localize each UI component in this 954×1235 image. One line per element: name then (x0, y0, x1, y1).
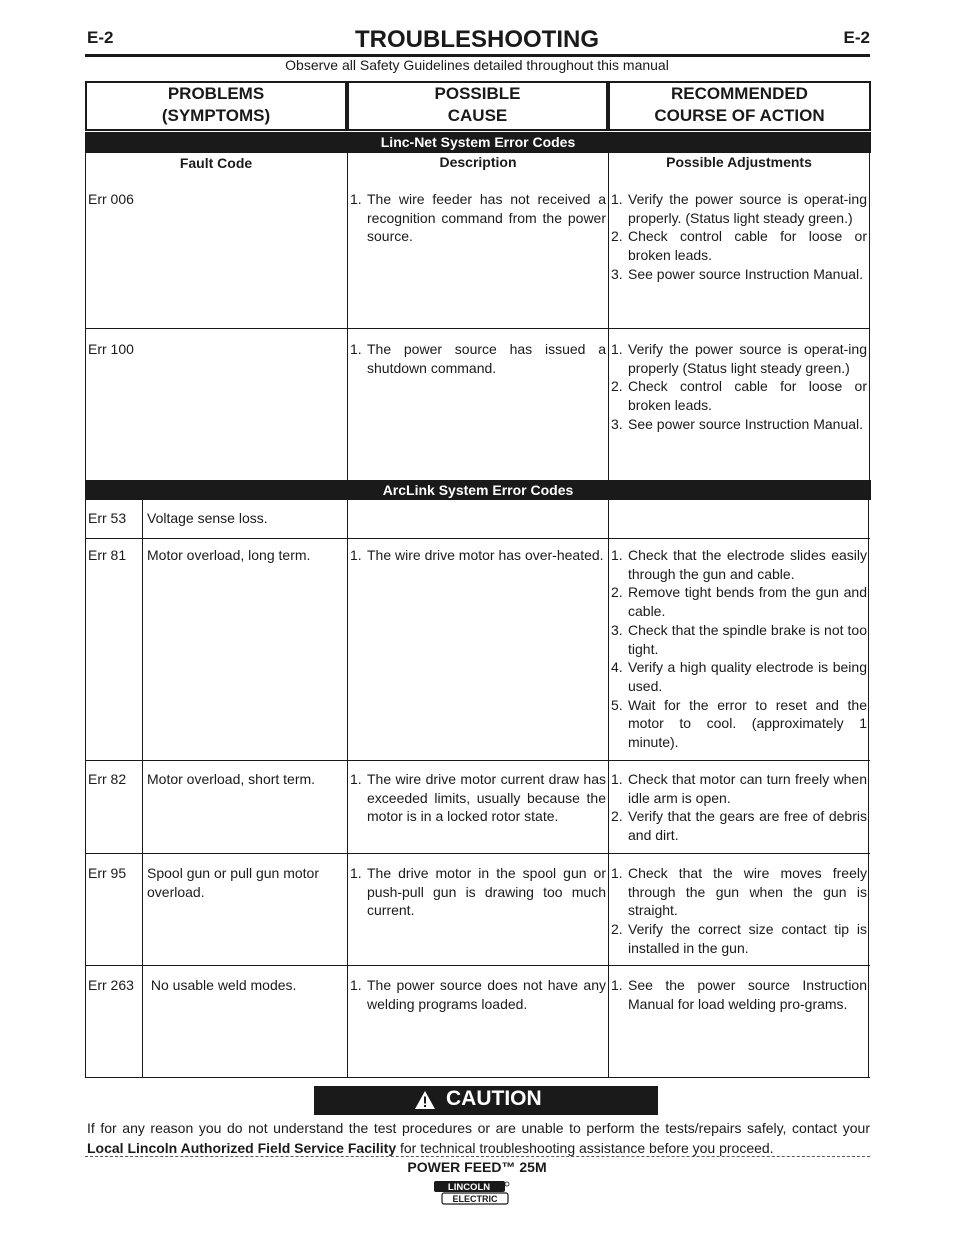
grid-line (85, 538, 870, 539)
list-item: 1. The power source does not have any welding programs loaded. (350, 977, 606, 1012)
cause-cell (350, 340, 606, 377)
fault-code: Err 006 (88, 191, 134, 207)
cause-cell (350, 770, 606, 826)
list-item: 1. The drive motor in the spool gun or push-pull gun is drawing too much current. (350, 865, 606, 919)
grid-line (85, 760, 870, 761)
note-lead: If for any reason you do not understand the test procedures or are unable to perform the tests/repairs safely, contact your (87, 1120, 870, 1136)
note-bold: Local Lincoln Authorized Field Service Facility (87, 1140, 397, 1156)
grid-line (608, 153, 609, 480)
page-number-right: E-2 (843, 28, 870, 47)
subheader-fault-code: Fault Code (179, 155, 253, 171)
list-item: 1. The power source has issued a shutdown command. (350, 341, 606, 376)
page-number-left: E-2 (87, 28, 114, 47)
list-item: 4. Verify a high quality electrode is being used. (611, 659, 867, 694)
symptom-cell: Motor overload, long term. (147, 547, 311, 563)
header-action (608, 81, 871, 131)
grid-line (85, 1077, 870, 1078)
list-item: 1. Check that motor can turn freely when idle arm is open. (611, 771, 867, 806)
list-item: 1. Verify the power source is operat-ing properly (Status light steady green.) (611, 341, 867, 376)
note-tail: for technical troubleshooting assistance before you proceed. (396, 1140, 774, 1156)
action-cell (611, 340, 867, 434)
list-item: 1. See the power source Instruction Manual for load welding pro-grams. (611, 977, 867, 1012)
product-name: POWER FEED™ 25M (407, 1159, 547, 1175)
list-item: 1. Check that the wire moves freely through the gun when the gun is straight. (611, 865, 867, 919)
grid-line (85, 965, 870, 966)
symptom-cell: Voltage sense loss. (147, 510, 268, 526)
list-item: 2. Remove tight bends from the gun and cable. (611, 584, 867, 620)
footer-divider (85, 1156, 870, 1157)
action-cell (611, 770, 867, 845)
caution-label: CAUTION (446, 1087, 542, 1110)
logo-bottom-text: ELECTRIC (452, 1194, 498, 1204)
list-item: 2. Check control cable for loose or broken leads. (611, 228, 867, 264)
header-problems-line2: (SYMPTOMS) (161, 106, 271, 125)
caution-note (87, 1118, 870, 1158)
list-item: 2. Check control cable for loose or broken leads. (611, 378, 867, 414)
list-item: 3. See power source Instruction Manual. (611, 265, 864, 282)
header-action-line2: COURSE OF ACTION (654, 106, 825, 125)
safety-note: Observe all Safety Guidelines detailed throughout this manual (285, 57, 669, 73)
header-action-line1: RECOMMENDED (671, 84, 808, 103)
action-cell (611, 546, 867, 752)
list-item: 1. The wire drive motor has over-heated. (350, 547, 604, 563)
grid-line (347, 153, 348, 480)
lincoln-logo (433, 1179, 510, 1207)
grid-line (142, 500, 143, 1078)
list-item: 2. Verify that the gears are free of debris and dirt. (611, 808, 867, 844)
list-item: 1. The wire drive motor current draw has exceeded limits, usually because the motor is in a locked rotor state. (350, 771, 606, 825)
action-cell (611, 190, 867, 284)
list-item: 1. Check that the electrode slides easily through the gun and cable. (611, 547, 867, 582)
fault-code: Err 81 (88, 547, 127, 563)
grid-line (868, 500, 869, 1078)
header-cause-line2: CAUSE (447, 106, 508, 125)
list-item: 1. The wire feeder has not received a recognition command from the power source. (350, 191, 606, 245)
header-problems (85, 81, 347, 131)
list-item: 3. See power source Instruction Manual. (611, 415, 864, 432)
fault-code: Err 263 (88, 977, 134, 993)
header-cause (347, 81, 608, 131)
cause-cell (350, 864, 606, 920)
symptom-cell: Spool gun or pull gun motor overload. (147, 865, 319, 900)
section-bar-arclink: ArcLink System Error Codes (85, 480, 871, 500)
fault-code: Err 95 (88, 865, 127, 881)
list-item: 5. Wait for the error to reset and the motor to cool. (approximately 1 minute). (611, 696, 867, 751)
subheader-adjustments: Possible Adjustments (666, 154, 812, 170)
grid-line (85, 853, 870, 854)
list-item: 2. Verify the correct size contact tip is installed in the gun. (611, 921, 867, 956)
grid-line (608, 500, 609, 1078)
grid-line (347, 500, 348, 1078)
fault-code: Err 53 (88, 510, 127, 526)
list-item: 1. Verify the power source is operat-ing properly. (Status light steady green.) (611, 191, 867, 226)
cause-cell (350, 190, 606, 246)
grid-line (85, 500, 86, 1078)
action-cell (611, 864, 867, 958)
symptom-cell: Motor overload, short term. (147, 771, 316, 787)
fault-code: Err 100 (88, 341, 134, 357)
subheader-description: Description (439, 154, 517, 170)
caution-banner (314, 1086, 658, 1115)
header-problems-line1: PROBLEMS (167, 84, 265, 103)
grid-line (85, 153, 86, 480)
warning-icon (414, 1090, 436, 1115)
page-title: TROUBLESHOOTING (355, 26, 599, 53)
cause-cell (350, 976, 606, 1013)
action-cell (611, 976, 867, 1013)
section-bar-lincnet: Linc-Net System Error Codes (85, 132, 871, 153)
logo-top-text: LINCOLN (447, 1182, 491, 1193)
grid-line (85, 328, 870, 329)
symptom-cell: No usable weld modes. (147, 977, 297, 993)
cause-cell (350, 546, 606, 565)
fault-code: Err 82 (88, 771, 127, 787)
list-item: 3. Check that the spindle brake is not too tight. (611, 621, 867, 657)
header-cause-line1: POSSIBLE (434, 84, 521, 103)
grid-line (869, 153, 870, 480)
